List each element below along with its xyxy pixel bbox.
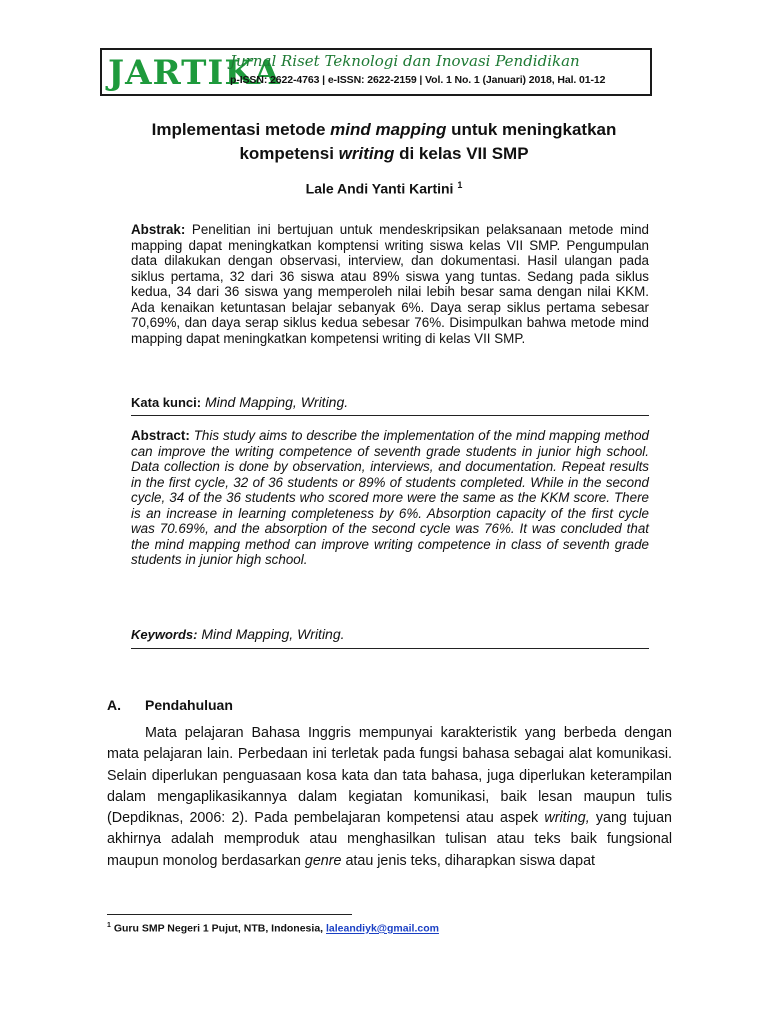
section-number: A. bbox=[107, 697, 121, 713]
body-italic: writing, bbox=[544, 810, 590, 827]
keywords-label: Keywords: bbox=[131, 627, 198, 642]
keywords-value: Mind Mapping, Writing. bbox=[197, 626, 345, 642]
abstrak-label: Abstrak: bbox=[131, 222, 186, 237]
abstrak-indonesian bbox=[131, 222, 649, 346]
footnote-mark: 1 bbox=[107, 922, 111, 929]
kata-kunci bbox=[131, 394, 348, 410]
abstrak-text: Penelitian ini bertujuan untuk mendeskripsikan pelaksanaan metode mind mapping dapat meningkatkan komptensi writing siswa kelas VII SMP. Pengumpulan data dilakukan dengan observasi, interview, dan dokumentasi. Hasil ulangan pada siklus pertama, 32 dari 36 siswa atau 89% siswa yang tuntas. Sedang pada siklus kedua, 34 dari 36 siswa yang memperoleh nilai lebih besar sama dengan nilai KKM. Ada kenaikan ketuntasan belajar sebanyak 6%. Daya serap siklus pertama sebesar 70,69%, dan daya serap siklus kedua sebesar 76%. Disimpulkan bahwa metode mind mapping dapat meningkatkan kompetensi writing di kelas VII SMP. bbox=[131, 222, 649, 346]
abstract-text: This study aims to describe the implementation of the mind mapping method can improve the writing competence of seventh grade students in junior high school. Data collection is done by observation, interviews, and documentation. Repeat results in the first cycle, 32 of 36 students or 89% of students completed. While in the second cycle, 34 of the 36 students who scored more were the same as the KKM score. There is an increase in learning completeness by 6%. Absorption capacity of the first cycle was 70.69%, and the absorption of the second cycle was 76%. It was concluded that the mind mapping method can improve writing competence in class of seventh grade students in junior high school. bbox=[131, 428, 649, 567]
title-text: kompetensi bbox=[239, 144, 339, 163]
divider bbox=[131, 415, 649, 416]
footnote bbox=[107, 922, 439, 935]
author-name: Lale Andi Yanti Kartini bbox=[305, 180, 458, 197]
kata-kunci-colon: : bbox=[196, 395, 202, 410]
abstract-english bbox=[131, 428, 649, 568]
paragraph bbox=[107, 723, 672, 872]
footnote-email-link[interactable]: laleandiyk@gmail.com bbox=[326, 922, 439, 935]
section-heading bbox=[107, 697, 233, 713]
author-footnote-mark: 1 bbox=[457, 180, 463, 190]
section-title: Pendahuluan bbox=[145, 697, 233, 713]
body-segment: atau jenis teks, diharapkan siswa dapat bbox=[341, 852, 596, 869]
paper-title bbox=[100, 118, 668, 166]
body-italic: genre bbox=[304, 852, 342, 869]
kata-kunci-label: Kata kunci bbox=[131, 395, 197, 410]
journal-name: Jurnal Riset Teknologi dan Inovasi Pendidikan bbox=[230, 52, 580, 70]
title-italic: writing bbox=[338, 144, 395, 163]
footnote-divider bbox=[107, 914, 352, 915]
title-text: untuk meningkatkan bbox=[446, 120, 617, 139]
title-text: Implementasi metode bbox=[151, 120, 331, 139]
author-line bbox=[100, 180, 668, 197]
body-segment: Mata pelajaran Bahasa Inggris mempunyai karakteristik yang berbeda dengan mata pelajaran lain. Perbedaan ini terletak pada fungsi bahasa sebagai alat komunikasi. Selain diperlukan penguasaan kosa kata dan tata bahasa, juga diperlukan keterampilan dalam mengaplikasikannya dalam kegiatan komunikasi, baik lesan maupun tulis (Depdiknas, 2006: 2). Pada pembelajaran kompetensi atau aspek bbox=[107, 725, 672, 827]
kata-kunci-value: Mind Mapping, Writing. bbox=[201, 394, 349, 410]
title-italic: mind mapping bbox=[330, 120, 447, 139]
journal-logo: JARTIKA bbox=[108, 53, 281, 93]
journal-issn-meta: p-ISSN: 2622-4763 | e-ISSN: 2622-2159 | Vol. 1 No. 1 (Januari) 2018, Hal. 01-12 bbox=[230, 74, 606, 86]
title-text: di kelas VII SMP bbox=[394, 144, 529, 163]
body-paragraph bbox=[107, 723, 672, 872]
footnote-text: Guru SMP Negeri 1 Pujut, NTB, Indonesia, bbox=[110, 922, 326, 935]
keywords bbox=[131, 626, 345, 642]
abstract-label: Abstract: bbox=[131, 428, 190, 443]
journal-header bbox=[100, 48, 652, 96]
body-segment: yang tujuan akhirnya adalah memproduk atau menghasilkan tulisan atau teks baik fungsional maupun monolog berdasarkan bbox=[107, 810, 673, 869]
divider bbox=[131, 648, 649, 649]
